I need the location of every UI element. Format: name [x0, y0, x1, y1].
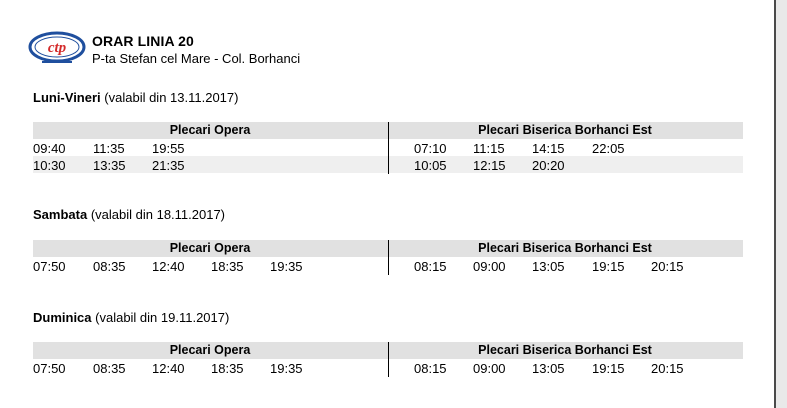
departure-time: 12:40 [152, 361, 185, 376]
departure-time: 10:30 [33, 158, 66, 173]
departure-time: 07:50 [33, 361, 66, 376]
departure-time: 19:55 [152, 141, 185, 156]
departure-time: 20:15 [651, 361, 684, 376]
departure-time: 19:35 [270, 259, 303, 274]
section-day: Sambata [33, 207, 88, 222]
section-validity: (valabil din 18.11.2017) [90, 207, 226, 222]
departure-time: 13:05 [532, 259, 565, 274]
logo-text: ctp [47, 40, 67, 56]
departure-time: 08:15 [414, 361, 447, 376]
right-header: Plecari Biserica Borhanci Est [478, 123, 652, 137]
departure-time: 11:15 [473, 141, 505, 156]
column-divider [388, 240, 389, 275]
page-title: ORAR LINIA 20 [92, 33, 194, 49]
section-title-weekdays [33, 90, 238, 105]
departure-time: 07:50 [33, 259, 66, 274]
right-header: Plecari Biserica Borhanci Est [478, 343, 652, 357]
left-header: Plecari Opera [169, 343, 251, 357]
left-header: Plecari Opera [169, 241, 251, 255]
section-validity: (valabil din 13.11.2017) [104, 90, 239, 105]
departure-time: 14:15 [532, 141, 565, 156]
departure-time: 19:35 [270, 361, 303, 376]
departure-time: 20:20 [532, 158, 565, 173]
departure-time: 07:10 [414, 141, 447, 156]
departure-time: 09:00 [473, 259, 506, 274]
departure-time: 08:15 [414, 259, 447, 274]
departure-time: 18:35 [211, 361, 244, 376]
section-validity: (valabil din 19.11.2017) [95, 310, 230, 325]
departure-time: 08:35 [93, 361, 126, 376]
departure-time: 19:15 [592, 361, 625, 376]
page-edge-shadow [776, 0, 787, 408]
right-header: Plecari Biserica Borhanci Est [478, 241, 652, 255]
column-divider [388, 122, 389, 174]
ctp-logo [28, 31, 86, 65]
departure-time: 18:35 [211, 259, 244, 274]
departure-time: 20:15 [651, 259, 684, 274]
departure-time: 22:05 [592, 141, 625, 156]
departure-time: 11:35 [93, 141, 125, 156]
departure-time: 08:35 [93, 259, 126, 274]
departure-time: 13:35 [93, 158, 126, 173]
departure-time: 12:15 [473, 158, 506, 173]
departure-time: 09:00 [473, 361, 506, 376]
left-header: Plecari Opera [169, 123, 251, 137]
column-divider [388, 342, 389, 377]
departure-time: 09:40 [33, 141, 66, 156]
route-subtitle: P-ta Stefan cel Mare - Col. Borhanci [92, 51, 301, 66]
section-day: Luni-Vineri [33, 90, 101, 105]
section-day: Duminica [33, 310, 92, 325]
departure-time: 12:40 [152, 259, 185, 274]
section-title-sunday [33, 310, 229, 325]
departure-time: 19:15 [592, 259, 625, 274]
section-title-saturday [33, 207, 225, 222]
departure-time: 13:05 [532, 361, 565, 376]
departure-time: 10:05 [414, 158, 447, 173]
departure-time: 21:35 [152, 158, 185, 173]
